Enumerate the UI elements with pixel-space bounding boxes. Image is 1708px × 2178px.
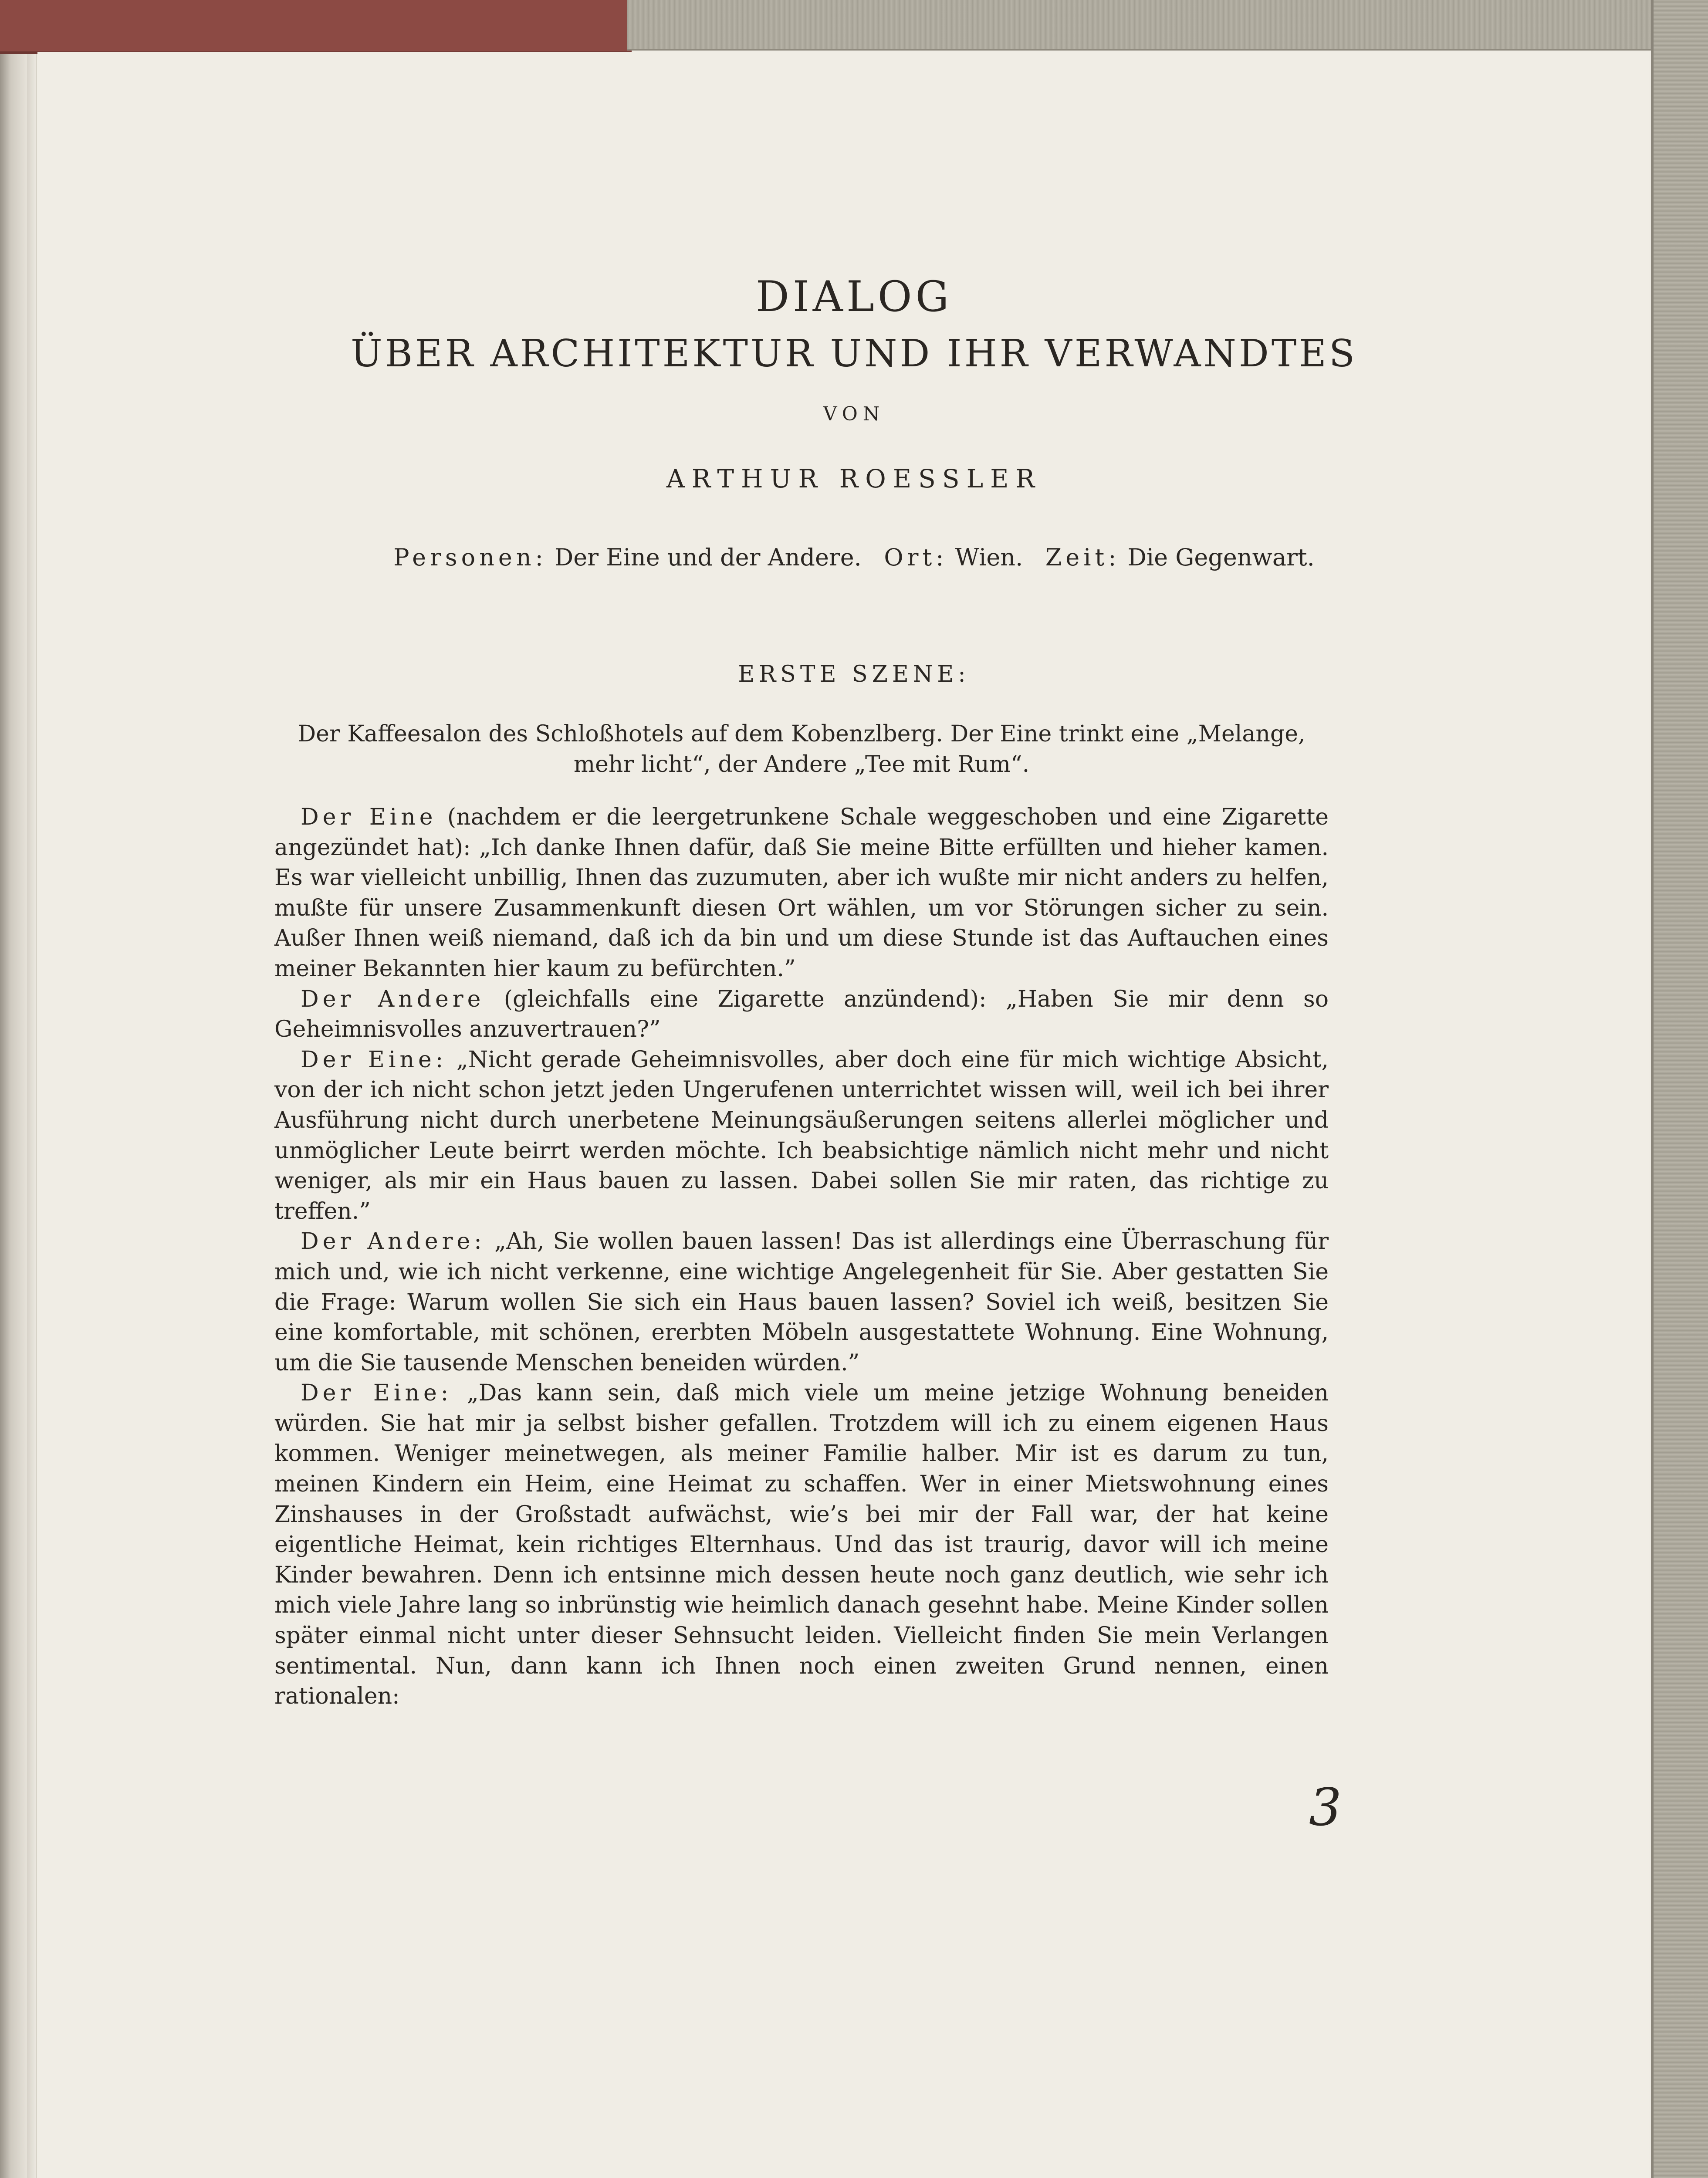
dialogue-line: „Nicht gerade Geheimnisvolles, aber doch eine für mich wichtige Absicht, von der ich nicht schon jetzt jeden Ungerufenen unterrichtet wissen will, weil ich bei ihrer Ausführung nicht durch unerbetene Meinungsäußerungen seitens allerlei möglicher und unmöglicher Leute beirrt werden möchte. Ich beabsichtige nämlich nicht mehr und nicht weniger, als mir ein Haus bauen zu lassen. Dabei sollen Sie mir raten, das richtige zu treffen.” <box>274 1046 1329 1224</box>
dialogue-line: „Ah, Sie wollen bauen lassen! Das ist allerdings eine Überraschung für mich und, wie ich nicht verkenne, eine wichtige Angelegenheit für Sie. Aber gestatten Sie die Frage: Warum wollen Sie sich ein Haus bauen lassen? Soviel ich weiß, besitzen Sie eine komfortable, mit schönen, ererbten Möbeln ausgestattete Wohnung. Eine Wohnung, um die Sie tausende Menschen beneiden würden.” <box>274 1228 1329 1376</box>
personae-label: Personen: <box>393 544 547 571</box>
personae-text: Der Eine und der Andere. <box>555 544 862 571</box>
dialogue-line: (gleichfalls eine Zigarette anzündend): „Haben Sie mir denn so Geheimnisvolles anzuvertrauen?” <box>274 986 1329 1043</box>
place-text: Wien. <box>955 544 1023 571</box>
page-number: 3 <box>1309 1777 1342 1837</box>
cover-cloth-red <box>0 0 632 54</box>
stage-direction: Der Kaffeesalon des Schloßhotels auf dem Kobenzlberg. Der Eine trinkt eine „Melange, mehr licht“, der Andere „Tee mit Rum“. <box>298 721 1306 778</box>
dialogue-paragraph <box>274 1045 1329 1227</box>
scene-heading: ERSTE SZENE: <box>738 661 970 687</box>
left-page-edge <box>27 0 37 2178</box>
cover-edge-right <box>1651 0 1708 2178</box>
place-label: Ort: <box>884 544 948 571</box>
dialogue-paragraph <box>274 984 1329 1045</box>
speaker-name: Der Eine: <box>301 1380 453 1407</box>
speaker-name: Der Andere: <box>301 1228 486 1255</box>
speaker-name: Der Andere <box>301 986 485 1012</box>
dialogue-line: „Das kann sein, daß mich viele um meine jetzige Wohnung beneiden würden. Sie hat mir ja selbst bisher gefallen. Trotzdem will ich zu einem eigenen Haus kommen. Weniger meinetwegen, als meiner Familie halber. Mir ist es darum zu tun, meinen Kindern ein Heim, eine Heimat zu schaffen. Wer in einer Mietswohnung eines Zinshauses in der Großstadt aufwächst, wie’s bei mir der Fall war, der hat keine eigentliche Heimat, kein richtiges Elternhaus. Und das ist traurig, davor will ich meine Kinder bewahren. Denn ich entsinne mich dessen heute noch ganz deutlich, wie sehr ich mich viele Jahre lang so inbrünstig wie heimlich danach gesehnt habe. Meine Kinder sollen später einmal nicht unter dieser Sehnsucht leiden. Vielleicht finden Sie mein Verlangen sentimental. Nun, dann kann ich Ihnen noch einen zweiten Grund nennen, einen rationalen: <box>274 1380 1329 1710</box>
speaker-name: Der Eine <box>301 804 437 830</box>
title-line-1: DIALOG <box>755 272 953 321</box>
dialogue-line: (nachdem er die leergetrunkene Schale weggeschoben und eine Zigarette angezündet hat): „Ich danke Ihnen dafür, daß Sie meine Bitte erfüllten und hieher kamen. Es war vielleicht unbillig, Ihnen das zuzumuten, aber ich wußte mir nicht anders zu helfen, mußte für unsere Zusammenkunft diesen Ort wählen, um vor Störungen sicher zu sein. Außer Ihnen weiß niemand, daß ich da bin und um diese Stunde ist das Auftauchen eines meiner Bekannten hier kaum zu befürchten.” <box>274 804 1329 982</box>
dialogue-paragraph <box>274 1227 1329 1378</box>
byline-von: VON <box>823 403 885 425</box>
dialogue-paragraph <box>274 802 1329 984</box>
personae-line <box>0 544 1708 571</box>
title-line-2: ÜBER ARCHITEKTUR UND IHR VERWANDTES <box>351 332 1357 375</box>
dialogue-paragraph <box>274 1378 1329 1712</box>
time-label: Zeit: <box>1045 544 1120 571</box>
dialogue-text <box>274 802 1329 1712</box>
time-text: Die Gegenwart. <box>1127 544 1315 571</box>
book-spine <box>0 0 27 2178</box>
author-name: ARTHUR ROESSLER <box>666 464 1042 494</box>
speaker-name: Der Eine: <box>301 1046 447 1073</box>
cover-cloth-grey <box>627 0 1708 51</box>
